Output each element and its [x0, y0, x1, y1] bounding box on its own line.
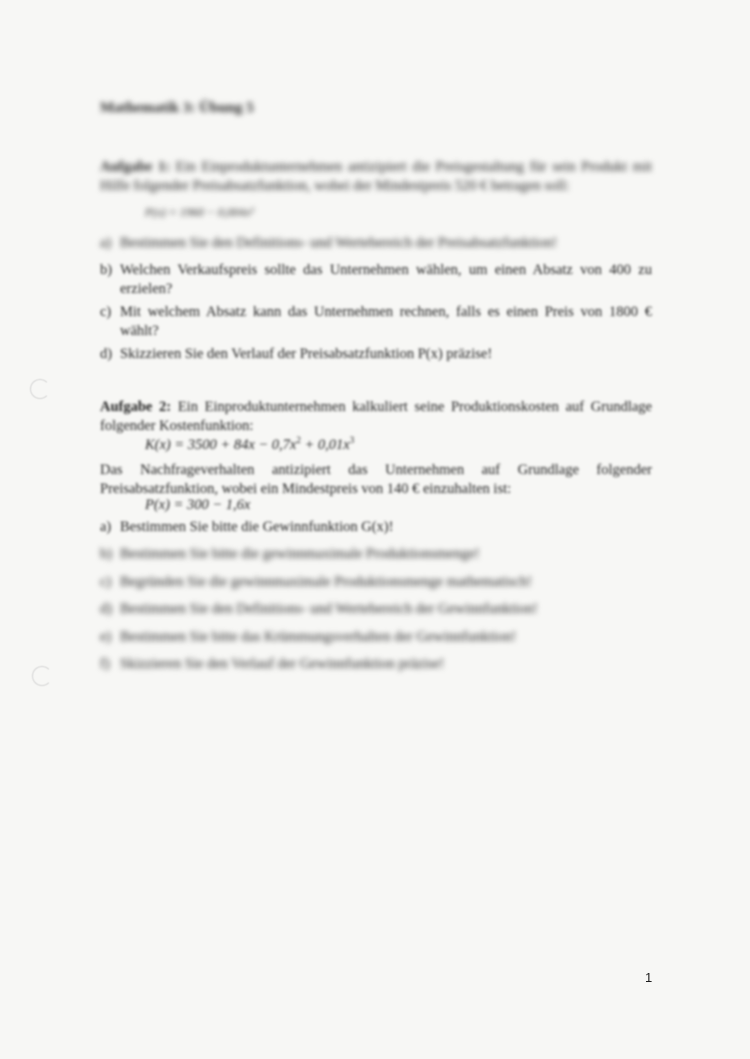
punch-hole-mark	[30, 379, 50, 399]
item-label: c)	[100, 304, 112, 320]
cost-formula	[145, 437, 354, 454]
item-text: Begründen Sie die gewinnmaximale Produktionsmenge mathematisch!	[120, 574, 532, 590]
task2-heading: Aufgabe 2:	[100, 399, 172, 415]
item-label: d)	[100, 346, 113, 362]
item-text: Skizzieren Sie den Verlauf der Gewinnfunktion präzise!	[120, 656, 445, 672]
item-label: f)	[100, 656, 110, 672]
price-formula: P(x) = 300 − 1,6x	[145, 497, 251, 513]
item-label: b)	[100, 262, 113, 278]
item-text: Welchen Verkaufspreis sollte das Unternehmen wählen, um einen Absatz von 400 zu erzielen?	[120, 262, 652, 297]
task2-demand-text: Das Nachfrageverhalten antizipiert das Unternehmen auf Grundlage folgender Preisabsatzfunktion, wobei ein Mindestpreis von 140 € einzuhalten ist:	[100, 462, 652, 497]
cost-formula-exponent-2: 2	[296, 435, 301, 445]
page-title: Mathematik 3: Übung 5	[100, 100, 254, 116]
task1-intro-text: Ein Einproduktunternehmen antizipiert die Preisgestaltung für sein Produkt mit Hilfe folgender Preisabsatzfunktion, wobei der Mindestpreis 520 € betragen soll:	[100, 159, 652, 194]
item-text: Bestimmen Sie bitte die Gewinnfunktion G(x)!	[120, 519, 394, 535]
item-label: b)	[100, 546, 113, 562]
item-label: a)	[100, 235, 112, 251]
item-text: Mit welchem Absatz kann das Unternehmen rechnen, falls es einen Preis von 1800 € wählt?	[120, 304, 652, 339]
item-label: a)	[100, 519, 112, 535]
item-label: e)	[100, 629, 112, 645]
task1-intro	[100, 158, 652, 196]
item-label: d)	[100, 601, 113, 617]
punch-hole-mark	[32, 666, 52, 686]
item-text: Bestimmen Sie den Definitions- und Wertebereich der Gewinnfunktion!	[120, 601, 538, 617]
task2-intro	[100, 398, 652, 436]
cost-formula-main: K(x) = 3500 + 84x − 0,7x	[145, 437, 297, 453]
cost-formula-mid: + 0,01x	[300, 437, 350, 453]
task1-heading: Aufgabe 1:	[100, 159, 171, 175]
item-text: Bestimmen Sie bitte das Krümmungsverhalten der Gewinnfunktion!	[120, 629, 517, 645]
page-number: 1	[645, 970, 653, 985]
item-text: Skizzieren Sie den Verlauf der Preisabsatzfunktion P(x) präzise!	[120, 346, 493, 362]
task2-intro-text: Ein Einproduktunternehmen kalkuliert seine Produktionskosten auf Grundlage folgender Kostenfunktion:	[100, 399, 652, 434]
item-text: Bestimmen Sie den Definitions- und Wertebereich der Preisabsatzfunktion!	[120, 235, 558, 251]
item-label: c)	[100, 574, 112, 590]
item-text: Bestimmen Sie bitte die gewinnmaximale Produktionsmenge!	[120, 546, 480, 562]
task1-formula: P(x) = 1960 − 0,004x²	[145, 205, 254, 219]
cost-formula-exponent-3: 3	[349, 435, 355, 445]
